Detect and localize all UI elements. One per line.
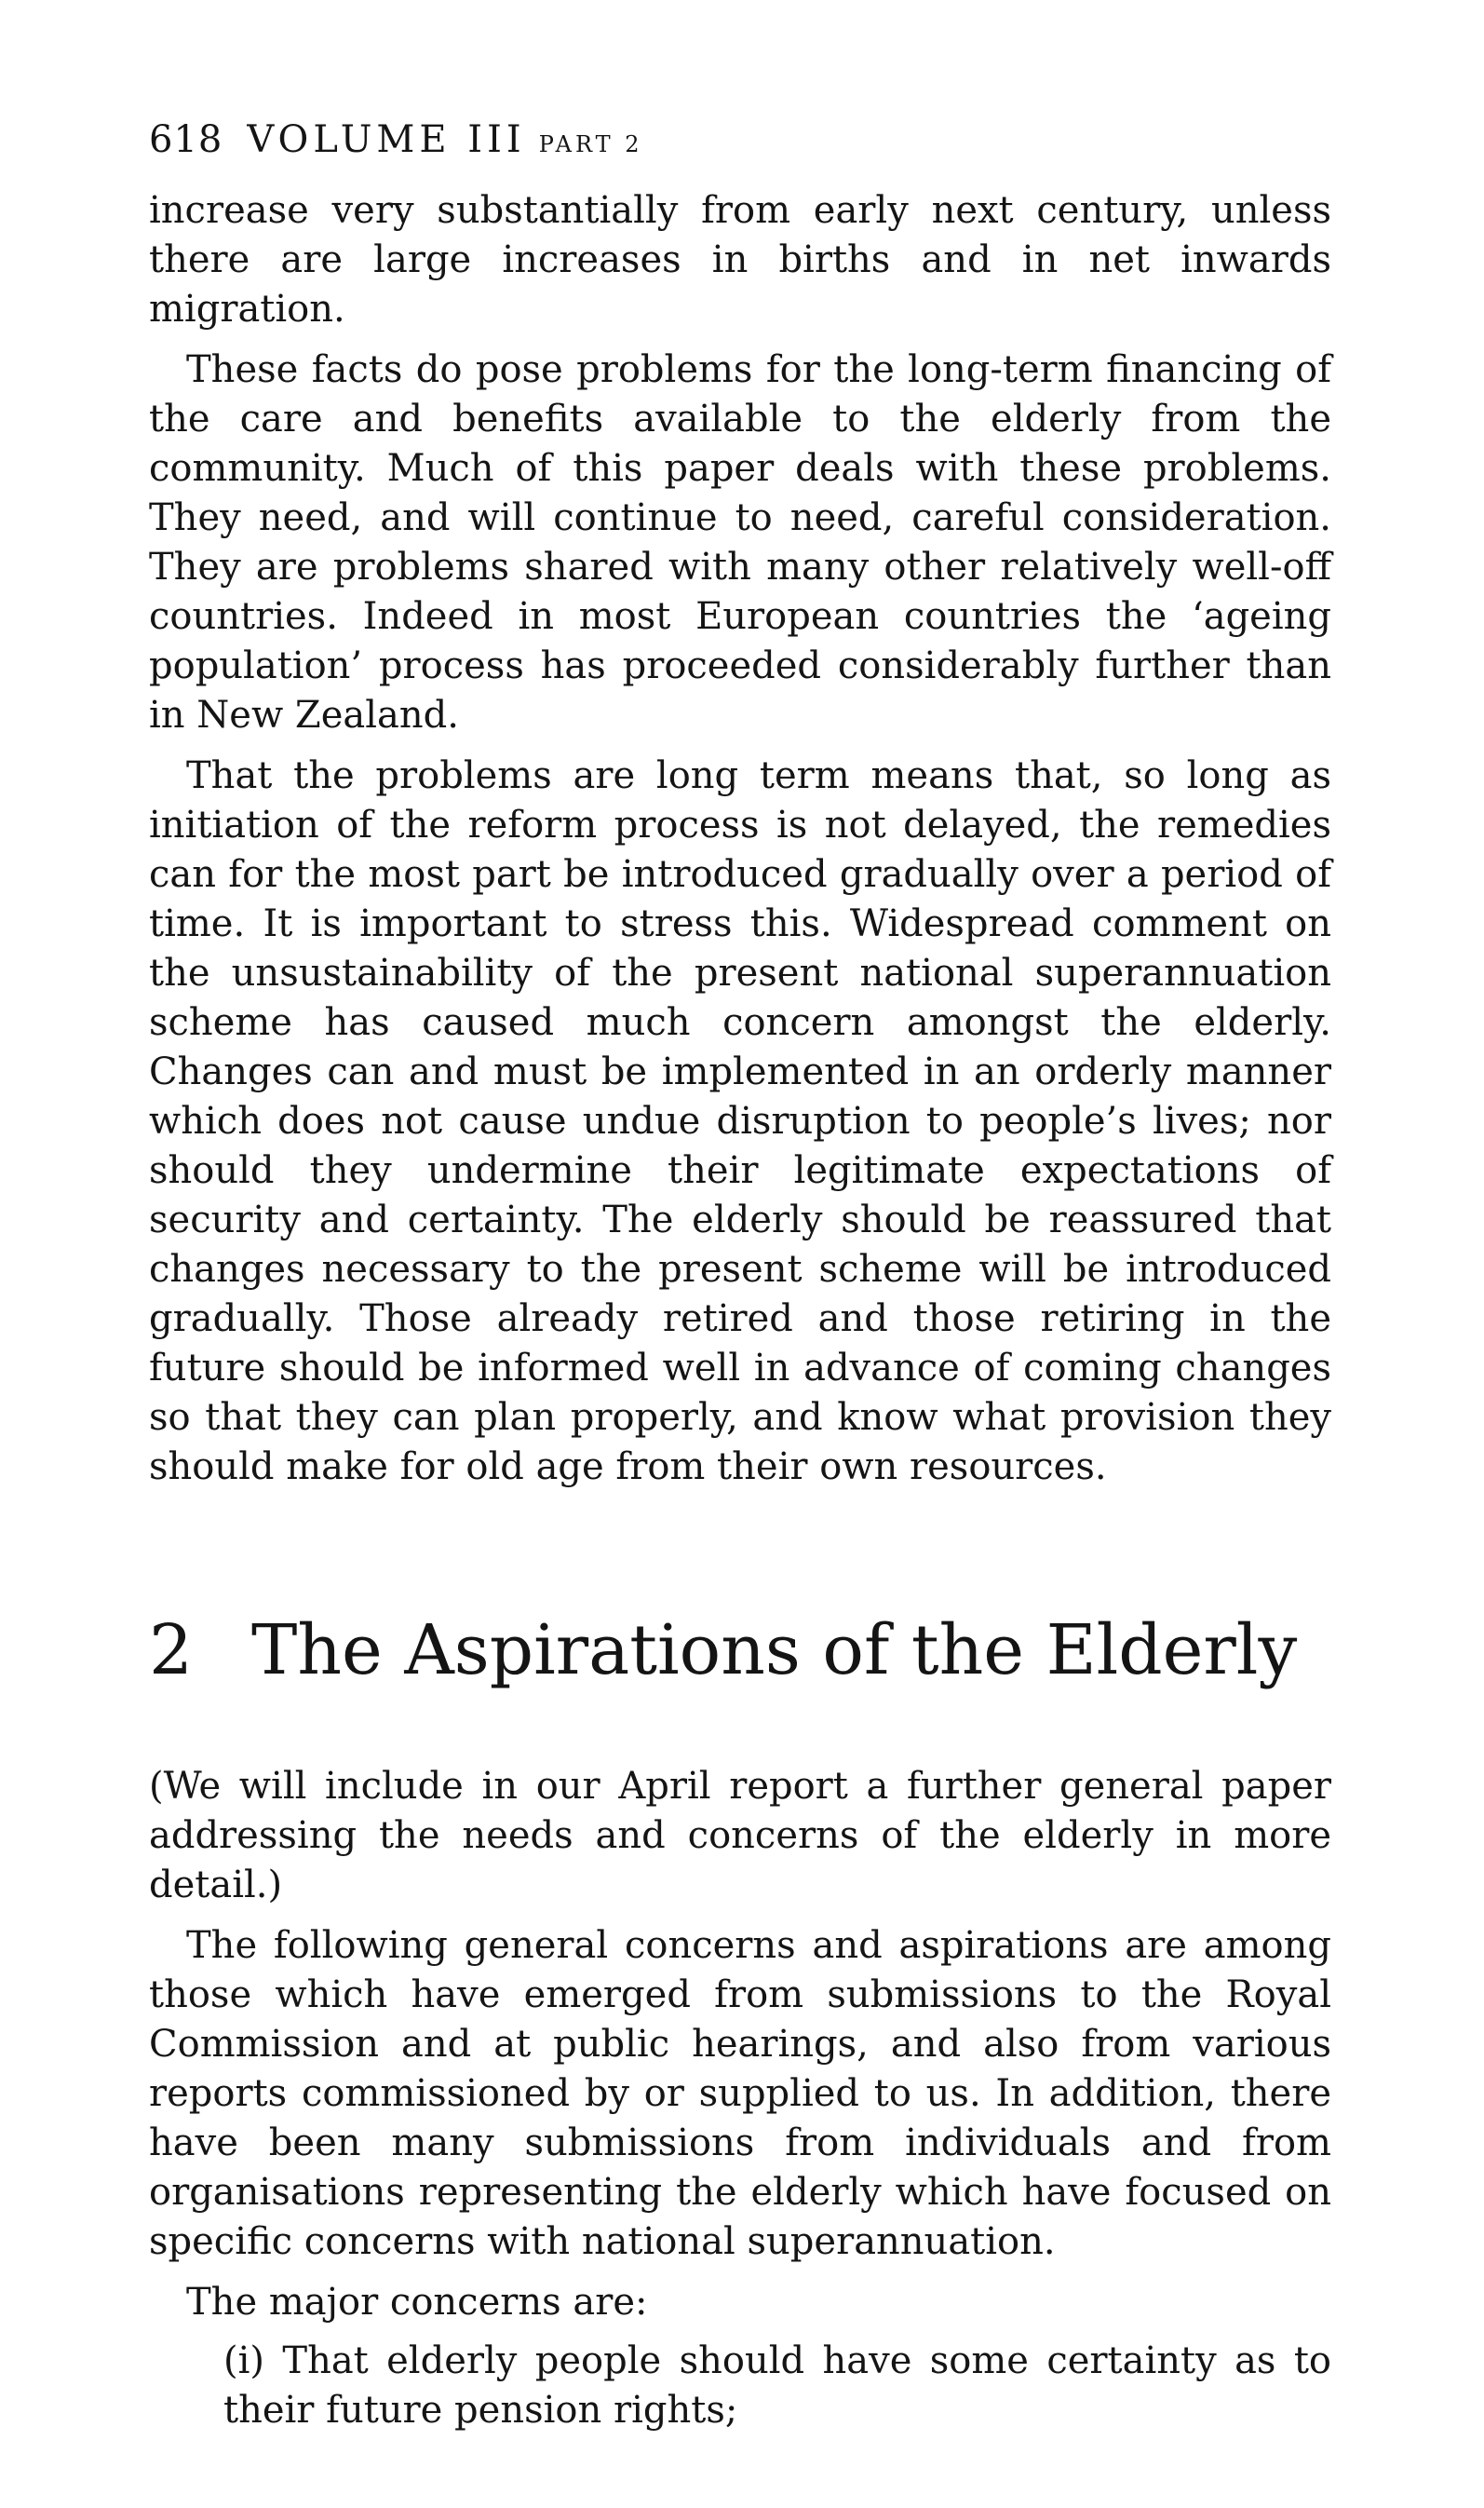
section-paragraph: The major concerns are: xyxy=(186,2281,648,2324)
section-number: 2 xyxy=(149,1610,194,1690)
section-paragraph: (We will include in our April report a further general paper addressing the needs and concerns of the elderly in more detail.) xyxy=(149,1765,1331,1906)
volume-label: VOLUME III xyxy=(247,118,526,161)
part-label: PART 2 xyxy=(538,131,643,157)
section-heading xyxy=(149,1604,1331,1697)
body-paragraph: That the problems are long term means that, so long as initiation of the reform process is not delayed, the remedies can for the most part be introduced gradually over a period of time. It is important to stress this. Widespread comment on the unsustainability of the present national superannuation scheme has caused much concern amongst the elderly. Changes can and must be implemented in an orderly manner which does not cause undue disruption to people’s lives; nor should they undermine their legitimate expectations of security and certainty. The elderly should be reassured that changes necessary to the present scheme will be introduced gradually. Those already retired and those retiring in the future should be informed well in advance of coming changes so that they can plan properly, and know what provision they should make for old age from their own resources. xyxy=(149,754,1331,1488)
list-item: (i) That elderly people should have some certainty as to their future pension rights; xyxy=(223,2339,1331,2432)
running-head xyxy=(149,112,1331,186)
body-paragraph: These facts do pose problems for the long-term financing of the care and benefits available to the elderly from the community. Much of this paper deals with these problems. They need, and will continue to need, careful consideration. They are problems shared with many other relatively well-off countries. Indeed in most European countries the ‘ageing population’ process has proceeded considerably further than in New Zealand. xyxy=(149,348,1331,737)
section-title: The Aspirations of the Elderly xyxy=(251,1610,1298,1690)
section-paragraph: The following general concerns and aspirations are among those which have emerged from submissions to the Royal Commission and at public hearings, and also from various reports commissioned by or supplied to us. In addition, there have been many submissions from individuals and from organisations representing the elderly which have focused on specific concerns with national superannuation. xyxy=(149,1924,1331,2263)
document-page xyxy=(149,112,1331,2435)
page-number: 618 xyxy=(149,118,223,161)
body-paragraph: increase very substantially from early next century, unless there are large increases in births and in net inwards migration. xyxy=(149,189,1331,331)
